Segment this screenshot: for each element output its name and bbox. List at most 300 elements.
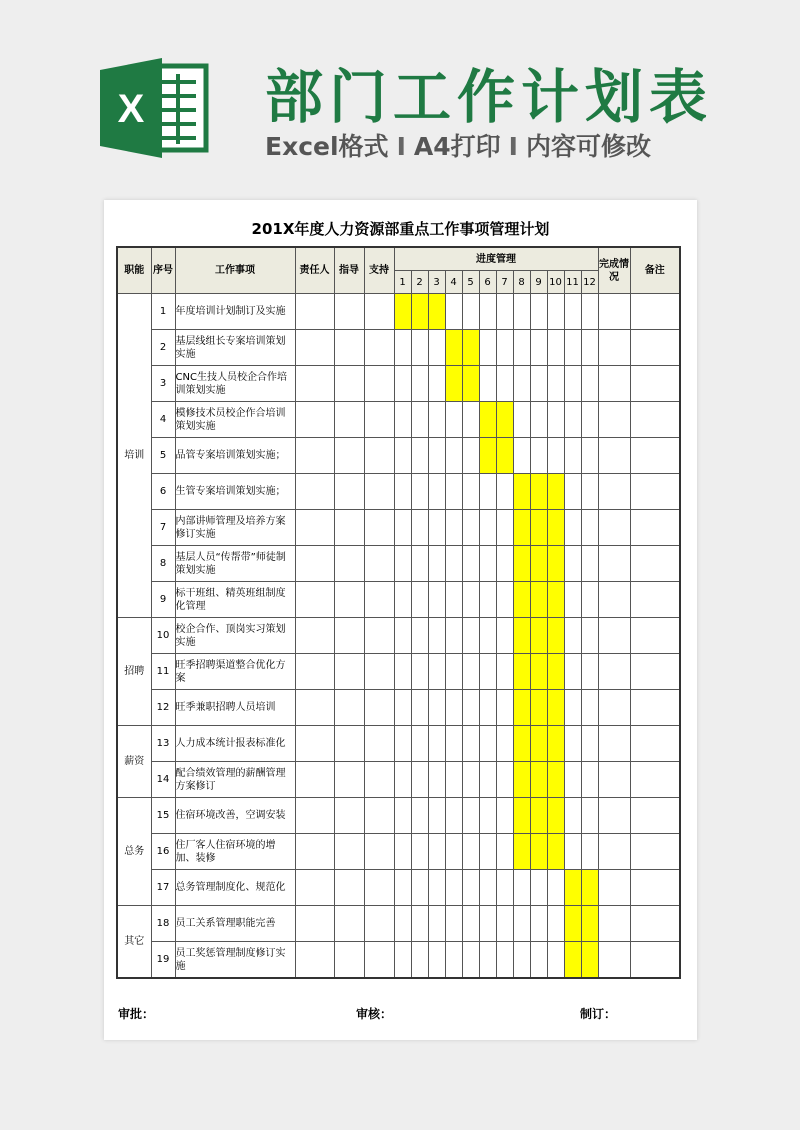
month-cell-3[interactable] (428, 726, 445, 762)
month-cell-2[interactable] (411, 438, 428, 474)
month-cell-10[interactable] (547, 474, 564, 510)
done-cell[interactable] (598, 582, 630, 618)
notes-cell[interactable] (630, 906, 680, 942)
month-cell-2[interactable] (411, 834, 428, 870)
month-cell-4[interactable] (445, 618, 462, 654)
task-cell[interactable]: 人力成本统计报表标准化 (175, 726, 295, 762)
month-cell-12[interactable] (581, 582, 598, 618)
notes-cell[interactable] (630, 618, 680, 654)
month-cell-6[interactable] (479, 942, 496, 979)
month-cell-3[interactable] (428, 942, 445, 979)
month-cell-1[interactable] (394, 906, 411, 942)
month-cell-5[interactable] (462, 834, 479, 870)
notes-cell[interactable] (630, 798, 680, 834)
month-cell-2[interactable] (411, 942, 428, 979)
support-cell[interactable] (364, 690, 394, 726)
month-cell-12[interactable] (581, 438, 598, 474)
month-cell-8[interactable] (513, 294, 530, 330)
month-cell-3[interactable] (428, 870, 445, 906)
month-cell-6[interactable] (479, 438, 496, 474)
month-cell-6[interactable] (479, 474, 496, 510)
month-cell-6[interactable] (479, 510, 496, 546)
task-cell[interactable]: 员工关系管理职能完善 (175, 906, 295, 942)
month-cell-1[interactable] (394, 402, 411, 438)
month-cell-12[interactable] (581, 654, 598, 690)
month-cell-7[interactable] (496, 330, 513, 366)
notes-cell[interactable] (630, 690, 680, 726)
month-cell-2[interactable] (411, 870, 428, 906)
support-cell[interactable] (364, 510, 394, 546)
month-cell-8[interactable] (513, 906, 530, 942)
done-cell[interactable] (598, 906, 630, 942)
month-cell-5[interactable] (462, 402, 479, 438)
done-cell[interactable] (598, 438, 630, 474)
owner-cell[interactable] (295, 942, 334, 979)
guide-cell[interactable] (334, 438, 364, 474)
month-cell-2[interactable] (411, 654, 428, 690)
month-cell-2[interactable] (411, 690, 428, 726)
month-cell-9[interactable] (530, 510, 547, 546)
month-cell-12[interactable] (581, 798, 598, 834)
month-cell-8[interactable] (513, 942, 530, 979)
support-cell[interactable] (364, 834, 394, 870)
done-cell[interactable] (598, 294, 630, 330)
month-cell-4[interactable] (445, 438, 462, 474)
support-cell[interactable] (364, 438, 394, 474)
month-cell-9[interactable] (530, 474, 547, 510)
guide-cell[interactable] (334, 906, 364, 942)
month-cell-3[interactable] (428, 510, 445, 546)
month-cell-10[interactable] (547, 654, 564, 690)
owner-cell[interactable] (295, 546, 334, 582)
month-cell-10[interactable] (547, 366, 564, 402)
month-cell-9[interactable] (530, 690, 547, 726)
owner-cell[interactable] (295, 906, 334, 942)
notes-cell[interactable] (630, 726, 680, 762)
month-cell-2[interactable] (411, 510, 428, 546)
month-cell-9[interactable] (530, 330, 547, 366)
month-cell-4[interactable] (445, 762, 462, 798)
month-cell-10[interactable] (547, 762, 564, 798)
done-cell[interactable] (598, 834, 630, 870)
support-cell[interactable] (364, 366, 394, 402)
guide-cell[interactable] (334, 510, 364, 546)
month-cell-5[interactable] (462, 654, 479, 690)
support-cell[interactable] (364, 546, 394, 582)
month-cell-11[interactable] (564, 762, 581, 798)
owner-cell[interactable] (295, 330, 334, 366)
done-cell[interactable] (598, 690, 630, 726)
month-cell-4[interactable] (445, 870, 462, 906)
guide-cell[interactable] (334, 582, 364, 618)
owner-cell[interactable] (295, 870, 334, 906)
month-cell-5[interactable] (462, 690, 479, 726)
month-cell-8[interactable] (513, 510, 530, 546)
month-cell-1[interactable] (394, 294, 411, 330)
month-cell-7[interactable] (496, 798, 513, 834)
month-cell-4[interactable] (445, 834, 462, 870)
month-cell-12[interactable] (581, 366, 598, 402)
month-cell-6[interactable] (479, 546, 496, 582)
month-cell-3[interactable] (428, 438, 445, 474)
month-cell-9[interactable] (530, 366, 547, 402)
owner-cell[interactable] (295, 762, 334, 798)
task-cell[interactable]: 校企合作、顶岗实习策划实施 (175, 618, 295, 654)
month-cell-3[interactable] (428, 330, 445, 366)
month-cell-8[interactable] (513, 366, 530, 402)
notes-cell[interactable] (630, 510, 680, 546)
month-cell-1[interactable] (394, 870, 411, 906)
notes-cell[interactable] (630, 762, 680, 798)
month-cell-10[interactable] (547, 798, 564, 834)
month-cell-8[interactable] (513, 546, 530, 582)
task-cell[interactable]: 内部讲师管理及培养方案修订实施 (175, 510, 295, 546)
month-cell-6[interactable] (479, 654, 496, 690)
task-cell[interactable]: 基层线组长专案培训策划实施 (175, 330, 295, 366)
done-cell[interactable] (598, 726, 630, 762)
month-cell-1[interactable] (394, 654, 411, 690)
month-cell-1[interactable] (394, 582, 411, 618)
month-cell-3[interactable] (428, 366, 445, 402)
owner-cell[interactable] (295, 834, 334, 870)
month-cell-1[interactable] (394, 546, 411, 582)
task-cell[interactable]: 旺季兼职招聘人员培训 (175, 690, 295, 726)
month-cell-12[interactable] (581, 942, 598, 979)
month-cell-7[interactable] (496, 438, 513, 474)
owner-cell[interactable] (295, 510, 334, 546)
month-cell-2[interactable] (411, 546, 428, 582)
month-cell-2[interactable] (411, 474, 428, 510)
notes-cell[interactable] (630, 942, 680, 979)
done-cell[interactable] (598, 798, 630, 834)
month-cell-12[interactable] (581, 870, 598, 906)
month-cell-7[interactable] (496, 906, 513, 942)
month-cell-6[interactable] (479, 798, 496, 834)
month-cell-1[interactable] (394, 942, 411, 979)
month-cell-11[interactable] (564, 906, 581, 942)
task-cell[interactable]: 基层人员“传帮带”师徒制策划实施 (175, 546, 295, 582)
month-cell-3[interactable] (428, 474, 445, 510)
done-cell[interactable] (598, 654, 630, 690)
month-cell-10[interactable] (547, 546, 564, 582)
month-cell-4[interactable] (445, 510, 462, 546)
task-cell[interactable]: 标干班组、精英班组制度化管理 (175, 582, 295, 618)
month-cell-10[interactable] (547, 330, 564, 366)
month-cell-12[interactable] (581, 726, 598, 762)
month-cell-11[interactable] (564, 798, 581, 834)
month-cell-1[interactable] (394, 438, 411, 474)
month-cell-4[interactable] (445, 654, 462, 690)
support-cell[interactable] (364, 798, 394, 834)
month-cell-4[interactable] (445, 294, 462, 330)
month-cell-8[interactable] (513, 618, 530, 654)
month-cell-7[interactable] (496, 762, 513, 798)
support-cell[interactable] (364, 654, 394, 690)
notes-cell[interactable] (630, 834, 680, 870)
month-cell-8[interactable] (513, 474, 530, 510)
owner-cell[interactable] (295, 582, 334, 618)
month-cell-2[interactable] (411, 294, 428, 330)
month-cell-11[interactable] (564, 618, 581, 654)
support-cell[interactable] (364, 618, 394, 654)
done-cell[interactable] (598, 402, 630, 438)
month-cell-1[interactable] (394, 510, 411, 546)
done-cell[interactable] (598, 330, 630, 366)
task-cell[interactable]: 品管专案培训策划实施； (175, 438, 295, 474)
guide-cell[interactable] (334, 654, 364, 690)
month-cell-6[interactable] (479, 402, 496, 438)
notes-cell[interactable] (630, 402, 680, 438)
month-cell-11[interactable] (564, 942, 581, 979)
month-cell-6[interactable] (479, 762, 496, 798)
month-cell-8[interactable] (513, 798, 530, 834)
month-cell-11[interactable] (564, 294, 581, 330)
month-cell-8[interactable] (513, 582, 530, 618)
month-cell-10[interactable] (547, 870, 564, 906)
month-cell-1[interactable] (394, 366, 411, 402)
month-cell-11[interactable] (564, 402, 581, 438)
month-cell-2[interactable] (411, 798, 428, 834)
month-cell-11[interactable] (564, 834, 581, 870)
month-cell-11[interactable] (564, 510, 581, 546)
guide-cell[interactable] (334, 798, 364, 834)
month-cell-2[interactable] (411, 762, 428, 798)
month-cell-11[interactable] (564, 546, 581, 582)
notes-cell[interactable] (630, 582, 680, 618)
month-cell-12[interactable] (581, 474, 598, 510)
support-cell[interactable] (364, 474, 394, 510)
month-cell-6[interactable] (479, 618, 496, 654)
month-cell-10[interactable] (547, 438, 564, 474)
owner-cell[interactable] (295, 798, 334, 834)
month-cell-6[interactable] (479, 294, 496, 330)
owner-cell[interactable] (295, 618, 334, 654)
month-cell-9[interactable] (530, 618, 547, 654)
month-cell-3[interactable] (428, 294, 445, 330)
support-cell[interactable] (364, 906, 394, 942)
month-cell-10[interactable] (547, 582, 564, 618)
month-cell-6[interactable] (479, 366, 496, 402)
guide-cell[interactable] (334, 546, 364, 582)
month-cell-12[interactable] (581, 510, 598, 546)
month-cell-7[interactable] (496, 942, 513, 979)
month-cell-11[interactable] (564, 438, 581, 474)
month-cell-8[interactable] (513, 402, 530, 438)
month-cell-4[interactable] (445, 906, 462, 942)
support-cell[interactable] (364, 870, 394, 906)
month-cell-11[interactable] (564, 654, 581, 690)
month-cell-3[interactable] (428, 582, 445, 618)
month-cell-3[interactable] (428, 762, 445, 798)
month-cell-9[interactable] (530, 654, 547, 690)
month-cell-3[interactable] (428, 618, 445, 654)
month-cell-8[interactable] (513, 690, 530, 726)
month-cell-5[interactable] (462, 582, 479, 618)
month-cell-7[interactable] (496, 726, 513, 762)
month-cell-3[interactable] (428, 546, 445, 582)
month-cell-7[interactable] (496, 474, 513, 510)
month-cell-4[interactable] (445, 402, 462, 438)
guide-cell[interactable] (334, 726, 364, 762)
month-cell-4[interactable] (445, 582, 462, 618)
guide-cell[interactable] (334, 402, 364, 438)
month-cell-6[interactable] (479, 582, 496, 618)
done-cell[interactable] (598, 618, 630, 654)
month-cell-9[interactable] (530, 726, 547, 762)
owner-cell[interactable] (295, 294, 334, 330)
task-cell[interactable]: 住厂客人住宿环境的增加、装修 (175, 834, 295, 870)
month-cell-6[interactable] (479, 690, 496, 726)
guide-cell[interactable] (334, 330, 364, 366)
month-cell-5[interactable] (462, 546, 479, 582)
owner-cell[interactable] (295, 474, 334, 510)
task-cell[interactable]: CNC生技人员校企合作培训策划实施 (175, 366, 295, 402)
notes-cell[interactable] (630, 438, 680, 474)
month-cell-10[interactable] (547, 906, 564, 942)
notes-cell[interactable] (630, 870, 680, 906)
month-cell-3[interactable] (428, 654, 445, 690)
notes-cell[interactable] (630, 294, 680, 330)
month-cell-4[interactable] (445, 726, 462, 762)
guide-cell[interactable] (334, 690, 364, 726)
month-cell-5[interactable] (462, 474, 479, 510)
owner-cell[interactable] (295, 366, 334, 402)
month-cell-7[interactable] (496, 510, 513, 546)
task-cell[interactable]: 年度培训计划制订及实施 (175, 294, 295, 330)
month-cell-1[interactable] (394, 726, 411, 762)
notes-cell[interactable] (630, 330, 680, 366)
month-cell-8[interactable] (513, 762, 530, 798)
done-cell[interactable] (598, 510, 630, 546)
month-cell-5[interactable] (462, 942, 479, 979)
task-cell[interactable]: 员工奖惩管理制度修订实施 (175, 942, 295, 979)
done-cell[interactable] (598, 366, 630, 402)
month-cell-12[interactable] (581, 618, 598, 654)
month-cell-3[interactable] (428, 690, 445, 726)
month-cell-9[interactable] (530, 762, 547, 798)
done-cell[interactable] (598, 474, 630, 510)
done-cell[interactable] (598, 870, 630, 906)
month-cell-7[interactable] (496, 870, 513, 906)
month-cell-11[interactable] (564, 726, 581, 762)
month-cell-9[interactable] (530, 294, 547, 330)
month-cell-2[interactable] (411, 906, 428, 942)
month-cell-7[interactable] (496, 690, 513, 726)
month-cell-4[interactable] (445, 330, 462, 366)
month-cell-1[interactable] (394, 474, 411, 510)
done-cell[interactable] (598, 546, 630, 582)
month-cell-9[interactable] (530, 834, 547, 870)
month-cell-2[interactable] (411, 366, 428, 402)
month-cell-12[interactable] (581, 762, 598, 798)
month-cell-8[interactable] (513, 726, 530, 762)
month-cell-7[interactable] (496, 546, 513, 582)
month-cell-8[interactable] (513, 870, 530, 906)
month-cell-10[interactable] (547, 510, 564, 546)
month-cell-6[interactable] (479, 726, 496, 762)
owner-cell[interactable] (295, 654, 334, 690)
month-cell-12[interactable] (581, 330, 598, 366)
task-cell[interactable]: 住宿环境改善，空调安装 (175, 798, 295, 834)
month-cell-5[interactable] (462, 618, 479, 654)
month-cell-7[interactable] (496, 654, 513, 690)
month-cell-9[interactable] (530, 906, 547, 942)
notes-cell[interactable] (630, 366, 680, 402)
guide-cell[interactable] (334, 618, 364, 654)
task-cell[interactable]: 生管专案培训策划实施； (175, 474, 295, 510)
month-cell-1[interactable] (394, 834, 411, 870)
owner-cell[interactable] (295, 438, 334, 474)
month-cell-5[interactable] (462, 726, 479, 762)
support-cell[interactable] (364, 330, 394, 366)
month-cell-10[interactable] (547, 834, 564, 870)
month-cell-2[interactable] (411, 726, 428, 762)
guide-cell[interactable] (334, 294, 364, 330)
month-cell-12[interactable] (581, 906, 598, 942)
month-cell-9[interactable] (530, 546, 547, 582)
month-cell-5[interactable] (462, 906, 479, 942)
month-cell-3[interactable] (428, 906, 445, 942)
month-cell-1[interactable] (394, 762, 411, 798)
month-cell-9[interactable] (530, 582, 547, 618)
month-cell-2[interactable] (411, 330, 428, 366)
month-cell-11[interactable] (564, 330, 581, 366)
owner-cell[interactable] (295, 690, 334, 726)
month-cell-6[interactable] (479, 834, 496, 870)
month-cell-6[interactable] (479, 330, 496, 366)
month-cell-1[interactable] (394, 330, 411, 366)
task-cell[interactable]: 总务管理制度化、规范化 (175, 870, 295, 906)
month-cell-7[interactable] (496, 402, 513, 438)
month-cell-4[interactable] (445, 546, 462, 582)
month-cell-10[interactable] (547, 690, 564, 726)
guide-cell[interactable] (334, 942, 364, 979)
support-cell[interactable] (364, 726, 394, 762)
month-cell-5[interactable] (462, 798, 479, 834)
guide-cell[interactable] (334, 834, 364, 870)
support-cell[interactable] (364, 582, 394, 618)
task-cell[interactable]: 旺季招聘渠道整合优化方案 (175, 654, 295, 690)
month-cell-5[interactable] (462, 510, 479, 546)
month-cell-9[interactable] (530, 438, 547, 474)
month-cell-9[interactable] (530, 870, 547, 906)
month-cell-9[interactable] (530, 402, 547, 438)
month-cell-10[interactable] (547, 942, 564, 979)
month-cell-1[interactable] (394, 690, 411, 726)
month-cell-11[interactable] (564, 582, 581, 618)
notes-cell[interactable] (630, 474, 680, 510)
month-cell-10[interactable] (547, 294, 564, 330)
month-cell-4[interactable] (445, 474, 462, 510)
month-cell-10[interactable] (547, 726, 564, 762)
month-cell-12[interactable] (581, 690, 598, 726)
month-cell-5[interactable] (462, 366, 479, 402)
month-cell-1[interactable] (394, 618, 411, 654)
month-cell-3[interactable] (428, 402, 445, 438)
guide-cell[interactable] (334, 762, 364, 798)
month-cell-4[interactable] (445, 690, 462, 726)
support-cell[interactable] (364, 402, 394, 438)
notes-cell[interactable] (630, 654, 680, 690)
done-cell[interactable] (598, 942, 630, 979)
month-cell-4[interactable] (445, 798, 462, 834)
month-cell-8[interactable] (513, 834, 530, 870)
owner-cell[interactable] (295, 402, 334, 438)
month-cell-8[interactable] (513, 438, 530, 474)
month-cell-4[interactable] (445, 942, 462, 979)
month-cell-12[interactable] (581, 294, 598, 330)
month-cell-10[interactable] (547, 402, 564, 438)
